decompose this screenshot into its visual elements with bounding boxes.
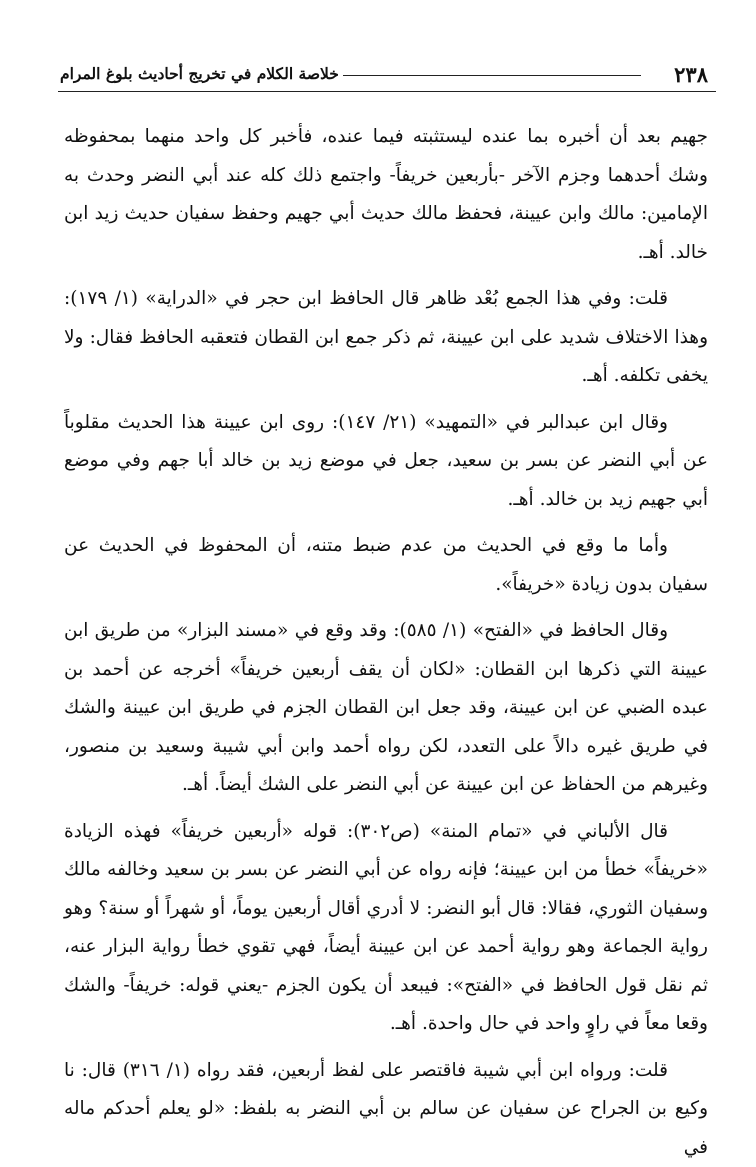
- paragraph-5: وقال الحافظ في «الفتح» (١/ ٥٨٥): وقد وقع في «مسند البزار» من طريق ابن عيينة التي ذكرها ابن القطان: «لكان أن يقف أربعين خريفاً» أخرجه عن أحمد بن عبده الضبي عن ابن عيينة، وقد جعل ابن القطان الجزم في طريق ابن عيينة والشك في طريق غيره دالاً على التعدد، لكن رواه أحمد وابن أبي شيبة وسعيد بن منصور، وغيرهم من الحفاظ عن ابن عيينة عن أبي النضر على الشك أيضاً. أهـ.: [64, 612, 708, 805]
- paragraph-3: وقال ابن عبدالبر في «التمهيد» (٢١/ ١٤٧): روى ابن عيينة هذا الحديث مقلوباً عن أبي النضر عن بسر بن سعيد، جعل في موضع زيد بن خالد أبا جهم وفي موضع أبي جهيم زيد بن خالد. أهـ.: [64, 404, 708, 520]
- page-number: ٢٣٨: [674, 62, 708, 87]
- paragraph-2: قلت: وفي هذا الجمع بُعْد ظاهر قال الحافظ ابن حجر في «الدراية» (١/ ١٧٩): وهذا الاختلاف شديد على ابن عيينة، ثم ذكر جمع ابن القطان فتعقبه الحافظ فقال: ولا يخفى تكلفه. أهـ.: [64, 280, 708, 396]
- paragraph-6: قال الألباني في «تمام المنة» (ص٣٠٢): قوله «أربعين خريفاً» فهذه الزيادة «خريفاً» خطأ من ابن عيينة؛ فإنه رواه عن أبي النضر عن بسر بن سعيد وخالفه مالك وسفيان الثوري، فقالا: قال أبو النضر: لا أدري أقال أربعين يوماً، أو شهراً أو سنة؟ وهو رواية الجماعة وهو رواية أحمد عن ابن عيينة أيضاً، فهي تقوي خطأ رواية البزار عنه، ثم نقل قول الحافظ في «الفتح»: فيبعد أن يكون الجزم -يعني قوله: خريفاً- والشك وقعا معاً في راوٍ واحد في حال واحدة. أهـ.: [64, 813, 708, 1044]
- paragraph-4: وأما ما وقع في الحديث من عدم ضبط متنه، أن المحفوظ في الحديث عن سفيان بدون زيادة «خريفاً».: [64, 527, 708, 604]
- page-header: [58, 60, 716, 92]
- body-text: [64, 118, 708, 1167]
- header-title-rule: [343, 75, 641, 76]
- running-title: خلاصة الكلام في تخريج أحاديث بلوغ المرام: [60, 64, 339, 83]
- paragraph-7: قلت: ورواه ابن أبي شيبة فاقتصر على لفظ أربعين، فقد رواه (١/ ٣١٦) قال: نا وكيع بن الجراح عن سفيان عن سالم بن أبي النضر به بلفظ: «لو يعلم أحدكم ماله في: [64, 1052, 708, 1167]
- paragraph-1: جهيم بعد أن أخبره بما عنده ليستثبته فيما عنده، فأخبر كل واحد منهما بمحفوظه وشك أحدهما وجزم الآخر -بأربعين خريفاً- واجتمع ذلك كله عند أبي النضر وحدث به الإمامين: مالك وابن عيينة، فحفظ مالك حديث أبي جهيم وحفظ سفيان حديث زيد ابن خالد. أهـ.: [64, 118, 708, 272]
- header-divider: [58, 91, 716, 92]
